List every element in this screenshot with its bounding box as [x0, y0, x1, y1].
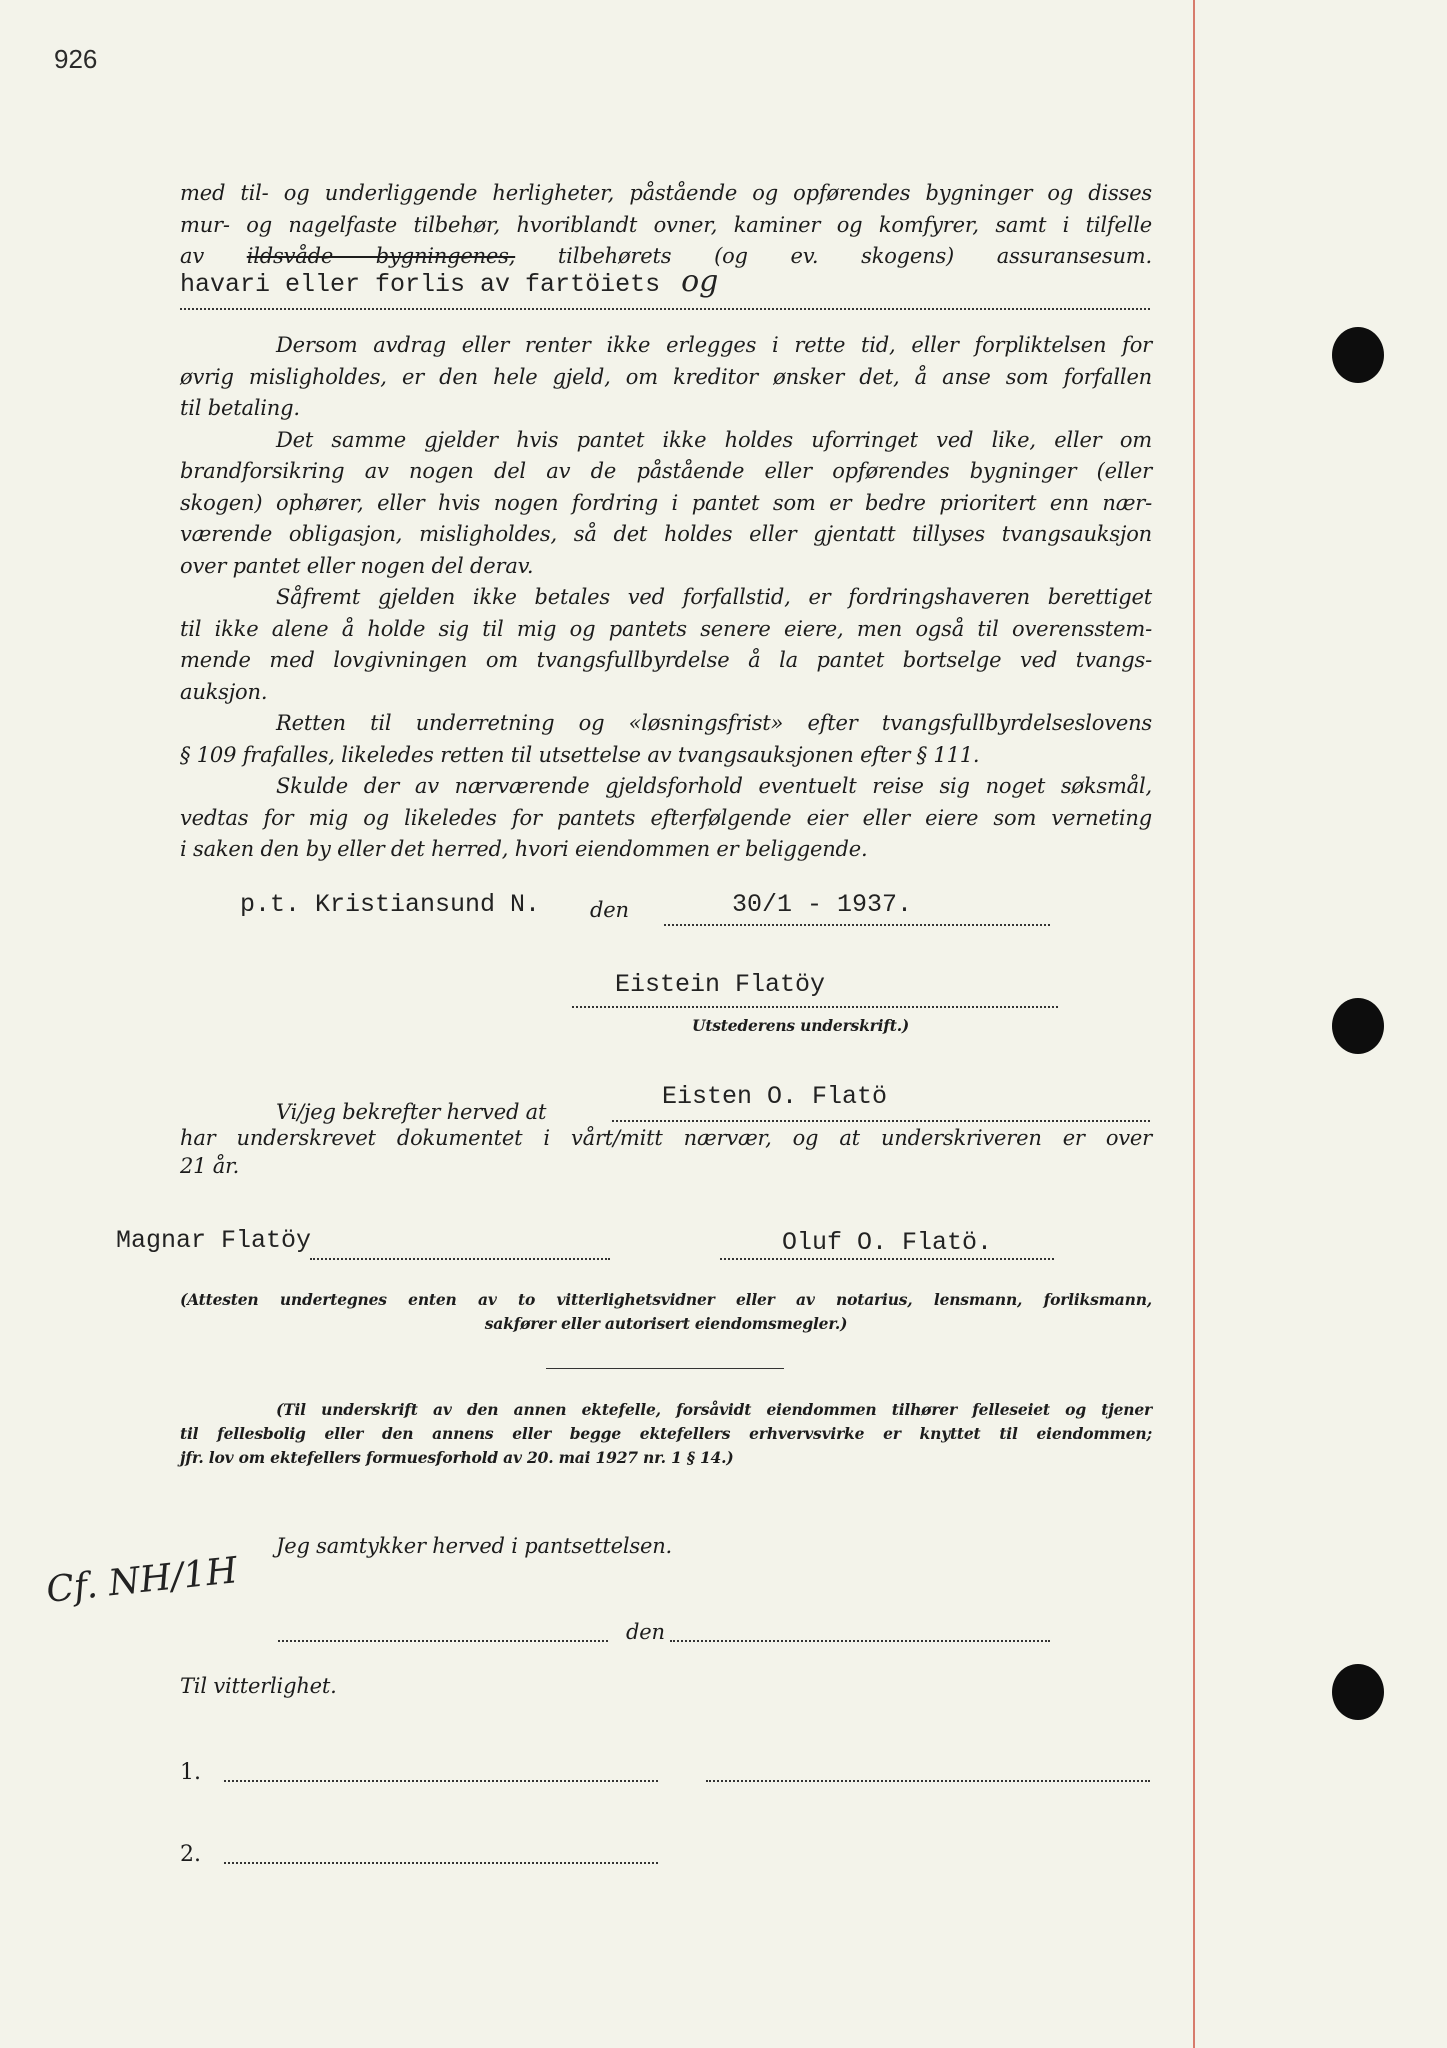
clause-line: mur- og nagelfaste tilbehør, hvoriblandt ovner, kaminer og komfyrer, samt i tilfelle [180, 212, 1152, 237]
confirm-text [180, 1124, 1152, 1180]
paragraph-maturity [180, 582, 1152, 708]
consent-date-label: den [626, 1620, 665, 1644]
text-line: Dersom avdrag eller renter ikke erlegges i rette tid, eller forpliktelsen for [276, 333, 1152, 357]
fill-line [180, 308, 1150, 310]
issuer-caption: Utstederens underskrift.) [692, 1016, 910, 1035]
text-line: værende obligasjon, misligholdes, så det holdes eller gjentatt tillyses tvangsauksjon [180, 522, 1152, 546]
witness-line [706, 1780, 1150, 1782]
text-line: mende med lovgivningen om tvangsfullbyrdelse å la pantet bortselge ved tvangs- [180, 648, 1152, 672]
divider [546, 1368, 784, 1369]
text-line: til betaling. [180, 396, 300, 420]
witness-number-1: 1. [180, 1760, 201, 1785]
text-line: § 109 frafalles, likeledes retten til utsettelse av tvangsauksjonen efter § 111. [180, 742, 980, 767]
note-line: sakfører eller autorisert eiendomsmegler.) [484, 1314, 848, 1333]
text-line: brandforsikring av nogen del av de påstående eller opførendes bygninger (eller [180, 459, 1152, 483]
terms-paragraphs [180, 330, 1152, 866]
margin-note: Cf. NH/1H [44, 1550, 240, 1611]
paragraph-notice [180, 708, 1152, 771]
place: p.t. Kristiansund N. [240, 890, 541, 919]
text-line: vedtas for mig og likeledes for pantets efterfølgende eier eller eiere som verneting [180, 805, 1152, 830]
note-line: jfr. lov om ektefellers formuesforhold av 20. mai 1927 nr. 1 § 14.) [180, 1448, 734, 1467]
typed-insert [180, 264, 718, 299]
paragraph-default [180, 330, 1152, 425]
text-line: Såfremt gjelden ikke betales ved forfallstid, er fordringshaveren berettiget [276, 585, 1152, 609]
text-line: over pantet eller nogen del derav. [180, 553, 534, 578]
punch-hole [1332, 998, 1384, 1054]
paragraph-venue [180, 771, 1152, 866]
vitterlighet-label: Til vitterlighet. [180, 1674, 337, 1698]
red-margin-line [1193, 0, 1195, 2048]
date-fill-line [664, 924, 1050, 926]
clause-prefix: av [180, 244, 247, 268]
date-value: 30/1 - 1937. [732, 890, 913, 919]
clause-line: med til- og underliggende herligheter, påstående og opførendes bygninger og disses [180, 181, 1152, 205]
text-line: har underskrevet dokumentet i vårt/mitt nærvær, og at underskriveren er over [180, 1126, 1152, 1150]
consent-date-fill-line [670, 1640, 1050, 1642]
punch-hole [1332, 1664, 1384, 1720]
issuer-signature: Eistein Flatöy [615, 970, 826, 999]
clause-block [180, 178, 1152, 273]
page-number: 926 [54, 44, 98, 74]
text-line: Retten til underretning og «løsningsfrist» efter tvangsfullbyrdelseslovens [276, 711, 1152, 735]
text-line: auksjon. [180, 679, 268, 704]
witness-signature-1: Magnar Flatöy [116, 1226, 312, 1255]
text-line: i saken den by eller det herred, hvori eiendommen er beliggende. [180, 837, 868, 861]
confirm-fill-line [612, 1120, 1150, 1122]
punch-hole [1332, 327, 1384, 383]
note-line: (Til underskrift av den annen ektefelle, forsåvidt eiendommen tilhører felleseiet og tjener [276, 1400, 1152, 1419]
text-line: øvrig misligholdes, er den hele gjeld, om kreditor ønsker det, å anse som forfallen [180, 364, 1152, 389]
consent-fill-line [278, 1640, 608, 1642]
typed-insert-text: havari eller forlis av fartöiets [180, 270, 661, 299]
text-line: Skulde der av nærværende gjeldsforhold eventuelt reise sig noget søksmål, [276, 774, 1152, 798]
witness-fill-line [720, 1258, 1054, 1260]
confirm-name: Eisten O. Flatö [662, 1082, 888, 1111]
date-label: den [590, 898, 629, 922]
text-line: Det samme gjelder hvis pantet ikke holdes uforringet ved like, eller om [276, 427, 1152, 452]
note-line: til fellesbolig eller den annens eller begge ektefellers erhvervsvirke er knyttet til eiendommen; [180, 1424, 1152, 1443]
confirm-prefix: Vi/jeg bekrefter herved at [276, 1100, 547, 1124]
witness-line [224, 1780, 658, 1782]
text-line: til ikke alene å holde sig til mig og pantets senere eiere, men også til overensstem- [180, 616, 1152, 641]
witness-line [224, 1862, 658, 1864]
signature-fill-line [572, 1006, 1058, 1008]
clause-suffix: tilbehørets (og ev. skogens) assuransesum. [515, 244, 1152, 268]
paragraph-security [180, 425, 1152, 583]
witness-fill-line [310, 1258, 610, 1260]
note-line: (Attesten undertegnes enten av to vitterlighetsvidner eller av notarius, lensmann, forliksmann, [180, 1290, 1152, 1309]
text-line: 21 år. [180, 1154, 240, 1178]
struck-text: ildsvåde bygningenes, [246, 244, 516, 268]
consent-text: Jeg samtykker herved i pantsettelsen. [276, 1534, 673, 1558]
witness-signature-2: Oluf O. Flatö. [782, 1228, 993, 1257]
witness-number-2: 2. [180, 1842, 201, 1867]
handwritten-insert: og [681, 264, 719, 299]
text-line: skogen) ophører, eller hvis nogen fordring i pantet som er bedre prioritert enn nær- [180, 490, 1152, 515]
spouse-note [180, 1398, 1152, 1470]
witness-note [180, 1288, 1152, 1336]
